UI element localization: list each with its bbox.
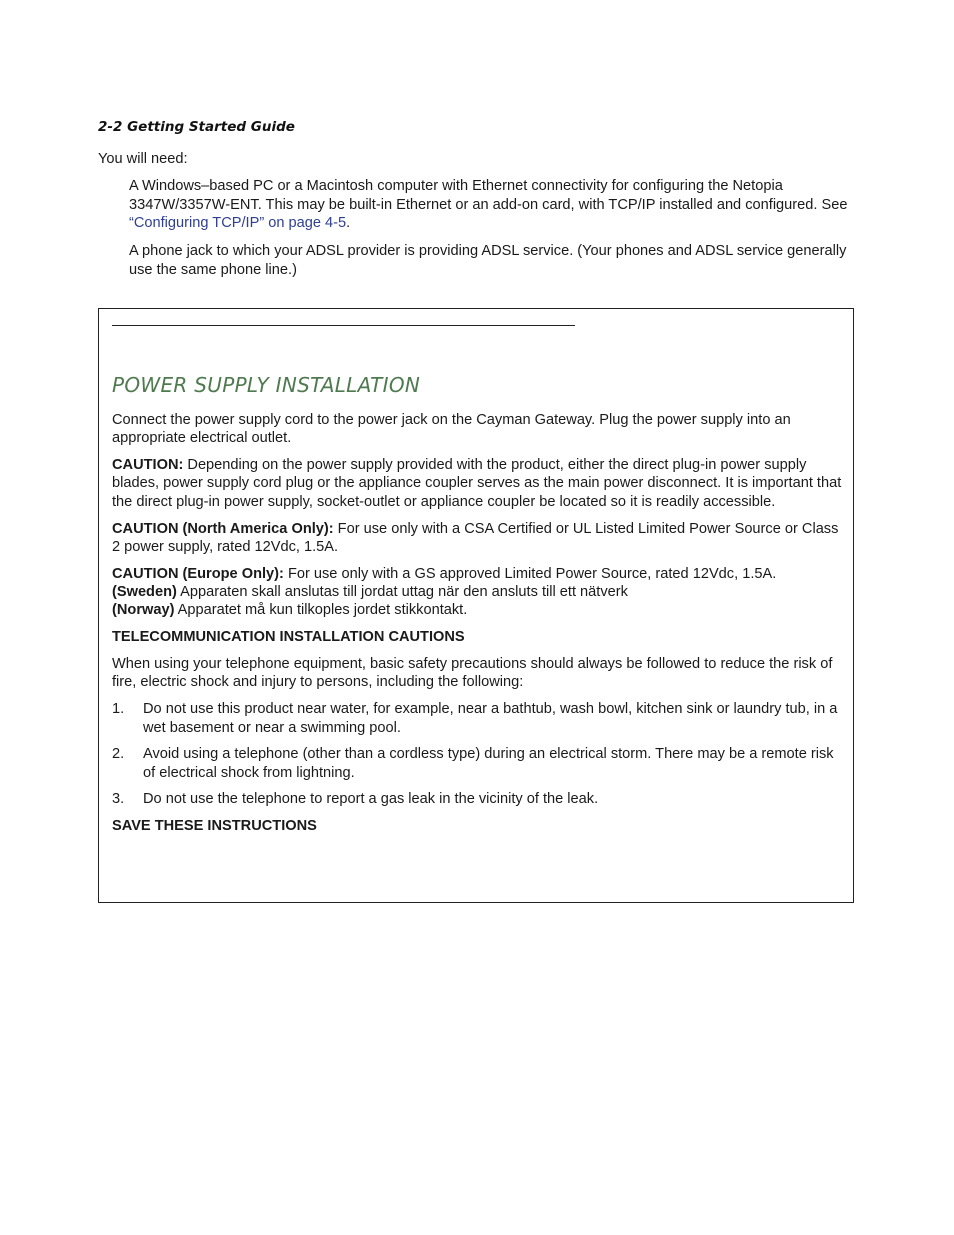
list-number: 1.: [112, 701, 125, 718]
requirements-intro: You will need:: [98, 151, 188, 167]
caution-text: Depending on the power supply provided with the product, either the direct plug-in power supply blades, power supply cord plug or the appliance coupler serves as the main power disconnect. It is important that the direct plug-in power supply, socket-outlet or appliance coupler be located so it is readily accessible.: [112, 457, 842, 510]
norway-text: Apparatet må kun tilkoples jordet stikkontakt.: [174, 602, 468, 619]
caution-europe: [112, 565, 844, 620]
list-item: [112, 745, 844, 781]
list-number: 3.: [112, 791, 125, 808]
divider-rule: [112, 325, 575, 326]
power-supply-box: [98, 308, 854, 903]
caution-eu-label: CAUTION (Europe Only):: [112, 565, 284, 582]
list-item: [112, 700, 844, 736]
norway-label: (Norway): [112, 602, 175, 619]
caution-na-text: For use only with a CSA Certified or UL Listed Limited Power Source or Class 2 power supply, rated 12Vdc, 1.5A.: [112, 520, 839, 555]
telecom-heading: TELECOMMUNICATION INSTALLATION CAUTIONS: [112, 629, 465, 646]
section-title: POWER SUPPLY INSTALLATION: [112, 373, 421, 397]
requirement-computer: [129, 177, 859, 233]
tcpip-link[interactable]: “Configuring TCP/IP” on page 4-5: [129, 215, 347, 231]
caution-eu-text: For use only with a GS approved Limited Power Source, rated 12Vdc, 1.5A.: [283, 565, 777, 582]
sweden-label: (Sweden): [112, 584, 177, 601]
list-number: 2.: [112, 746, 125, 763]
list-item: [112, 790, 844, 808]
caution-na-label: CAUTION (North America Only):: [112, 520, 334, 537]
caution-label: CAUTION:: [112, 457, 184, 474]
caution-general: [112, 456, 844, 511]
sweden-text: Apparaten skall anslutas till jordat uttag när den ansluts till ett nätverk: [176, 584, 628, 601]
requirement-computer-text: A Windows–based PC or a Macintosh computer with Ethernet connectivity for configuring the Netopia 3347W/3357W-ENT. This may be built-in Ethernet or an add-on card, with TCP/IP installed and configured. See: [129, 178, 848, 213]
requirement-computer-end: .: [346, 215, 351, 231]
page-header: 2-2 Getting Started Guide: [98, 119, 295, 135]
list-text: Do not use the telephone to report a gas leak in the vicinity of the leak.: [143, 791, 599, 808]
save-instructions: SAVE THESE INSTRUCTIONS: [112, 818, 317, 835]
box-content: [112, 411, 844, 844]
safety-list: [112, 700, 844, 808]
telecom-intro: When using your telephone equipment, basic safety precautions should always be followed to reduce the risk of fire, electric shock and injury to persons, including the following:: [112, 656, 833, 691]
list-text: Do not use this product near water, for example, near a bathtub, wash bowl, kitchen sink or laundry tub, in a wet basement or near a swimming pool.: [143, 701, 838, 736]
connect-instructions: Connect the power supply cord to the power jack on the Cayman Gateway. Plug the power supply into an appropriate electrical outlet.: [112, 412, 791, 447]
list-text: Avoid using a telephone (other than a cordless type) during an electrical storm. There may be a remote risk of electrical shock from lightning.: [143, 746, 834, 781]
caution-north-america: [112, 520, 844, 556]
requirement-phone-jack: A phone jack to which your ADSL provider is providing ADSL service. (Your phones and ADSL service generally use the same phone line.): [129, 243, 847, 278]
